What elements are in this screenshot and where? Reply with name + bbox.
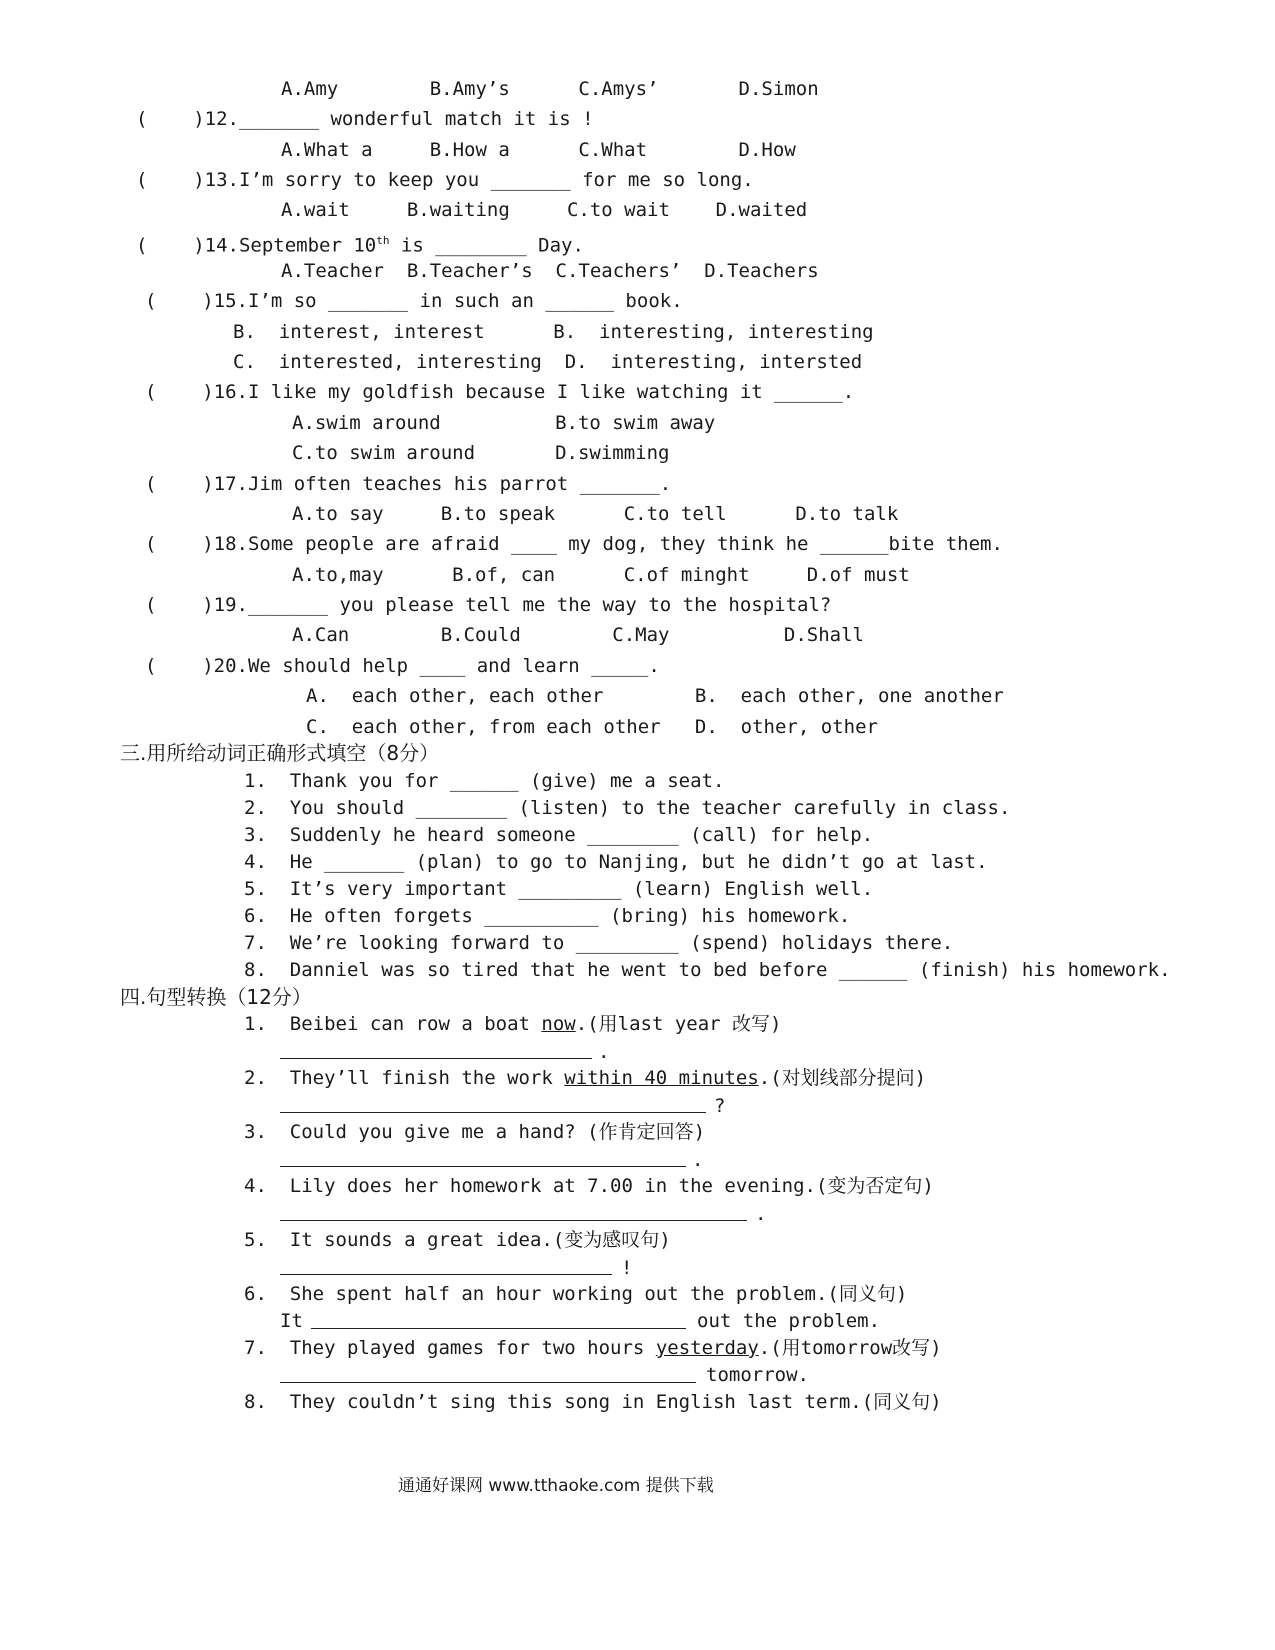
answer-line-3[interactable] bbox=[280, 1166, 686, 1167]
answer-6-tail: out the problem. bbox=[697, 1310, 881, 1332]
answer-6-it: It bbox=[280, 1310, 303, 1332]
q20-options-ab: A. each other, each other B. each other, one another bbox=[306, 685, 1004, 707]
s4-7-instruction: .(用tomorrow改写) bbox=[758, 1337, 942, 1359]
s4-item-6: 6. She spent half an hour working out the problem.(同义句) bbox=[244, 1283, 908, 1305]
s4-item-4: 4. Lily does her homework at 7.00 in the evening.(变为否定句) bbox=[244, 1175, 934, 1197]
s4-item-8: 8. They couldn’t sing this song in English last term.(同义句) bbox=[244, 1391, 942, 1413]
q20-options-cd: C. each other, from each other D. other, other bbox=[306, 716, 878, 738]
q17-stem: ( )17.Jim often teaches his parrot _______. bbox=[145, 473, 672, 495]
q12-stem: ( )12._______ wonderful match it is ! bbox=[136, 108, 594, 130]
answer-line-7[interactable] bbox=[280, 1382, 696, 1383]
q18-options: A.to,may B.of, can C.of minght D.of must bbox=[292, 564, 910, 586]
q15-stem: ( )15.I’m so _______ in such an ______ book. bbox=[145, 290, 683, 312]
q17-options: A.to say B.to speak C.to tell D.to talk bbox=[292, 503, 899, 525]
s3-item-2: 2. You should ________ (listen) to the teacher carefully in class. bbox=[244, 797, 1011, 819]
s3-item-7: 7. We’re looking forward to _________ (spend) holidays there. bbox=[244, 932, 954, 954]
answer-line-5[interactable] bbox=[280, 1274, 612, 1275]
q16-options-cd: C.to swim around D.swimming bbox=[292, 442, 670, 464]
section3-heading: 三.用所给动词正确形式填空（8分） bbox=[120, 741, 440, 765]
answer-1-end: . bbox=[598, 1041, 610, 1063]
s3-item-1: 1. Thank you for ______ (give) me a seat. bbox=[244, 770, 725, 792]
q14-stem-pre: ( )14.September 10 bbox=[136, 234, 377, 257]
q13-stem: ( )13.I’m sorry to keep you _______ for me so long. bbox=[136, 169, 754, 191]
q15-options-ab: B. interest, interest B. interesting, interesting bbox=[233, 321, 874, 343]
answer-line-2[interactable] bbox=[280, 1112, 706, 1113]
q11-options: A.Amy B.Amy’s C.Amys’ D.Simon bbox=[281, 78, 819, 100]
q19-stem: ( )19._______ you please tell me the way to the hospital? bbox=[145, 594, 832, 616]
s4-1-underlined: now bbox=[541, 1013, 576, 1035]
answer-2-end: ? bbox=[714, 1095, 726, 1117]
answer-line-1[interactable] bbox=[280, 1058, 592, 1059]
footer-text: 通通好课网 www.tthaoke.com 提供下载 bbox=[398, 1476, 714, 1496]
s3-item-8: 8. Danniel was so tired that he went to bed before ______ (finish) his homework. bbox=[244, 959, 1171, 981]
q20-stem: ( )20.We should help ____ and learn _____. bbox=[145, 655, 660, 677]
q19-options: A.Can B.Could C.May D.Shall bbox=[292, 624, 864, 646]
s4-2-instruction: .(对划线部分提问) bbox=[758, 1067, 927, 1089]
q13-options: A.wait B.waiting C.to wait D.waited bbox=[281, 199, 808, 221]
s4-item-5: 5. It sounds a great idea.(变为感叹句) bbox=[244, 1229, 671, 1251]
s4-7-text: 7. They played games for two hours bbox=[244, 1337, 656, 1359]
s4-1-instruction: .(用last year 改写) bbox=[575, 1013, 782, 1035]
s4-1-text: 1. Beibei can row a boat bbox=[244, 1013, 542, 1035]
s4-item-3: 3. Could you give me a hand? (作肯定回答) bbox=[244, 1121, 706, 1143]
s4-item-2 bbox=[244, 1066, 926, 1090]
answer-4-end: . bbox=[755, 1203, 767, 1225]
q15-options-cd: C. interested, interesting D. interesting, intersted bbox=[233, 351, 863, 373]
answer-3-end: . bbox=[692, 1149, 704, 1171]
section4-heading: 四.句型转换（12分） bbox=[120, 985, 312, 1009]
q14-superscript: th bbox=[376, 234, 390, 247]
q16-stem: ( )16.I like my goldfish because I like watching it ______. bbox=[145, 381, 855, 403]
q12-options: A.What a B.How a C.What D.How bbox=[281, 139, 796, 161]
s3-item-3: 3. Suddenly he heard someone ________ (call) for help. bbox=[244, 824, 874, 846]
s4-item-7 bbox=[244, 1336, 942, 1360]
s4-item-1 bbox=[244, 1012, 781, 1036]
s3-item-6: 6. He often forgets __________ (bring) his homework. bbox=[244, 905, 851, 927]
s3-item-4: 4. He _______ (plan) to go to Nanjing, but he didn’t go at last. bbox=[244, 851, 988, 873]
q14-stem-post: is ________ Day. bbox=[389, 234, 584, 257]
answer-line-4[interactable] bbox=[280, 1220, 747, 1221]
q16-options-ab: A.swim around B.to swim away bbox=[292, 412, 716, 434]
s4-7-underlined: yesterday bbox=[655, 1337, 759, 1359]
answer-line-6[interactable] bbox=[311, 1328, 686, 1329]
q14-options: A.Teacher B.Teacher’s C.Teachers’ D.Teachers bbox=[281, 260, 819, 282]
q18-stem: ( )18.Some people are afraid ____ my dog, they think he ______bite them. bbox=[145, 533, 1003, 555]
s3-item-5: 5. It’s very important _________ (learn) English well. bbox=[244, 878, 874, 900]
answer-7-tail: tomorrow. bbox=[706, 1364, 809, 1386]
s4-2-underlined: within 40 minutes bbox=[564, 1067, 759, 1089]
q14-stem bbox=[136, 229, 584, 257]
s4-2-text: 2. They’ll finish the work bbox=[244, 1067, 565, 1089]
answer-5-end: ! bbox=[621, 1257, 633, 1279]
